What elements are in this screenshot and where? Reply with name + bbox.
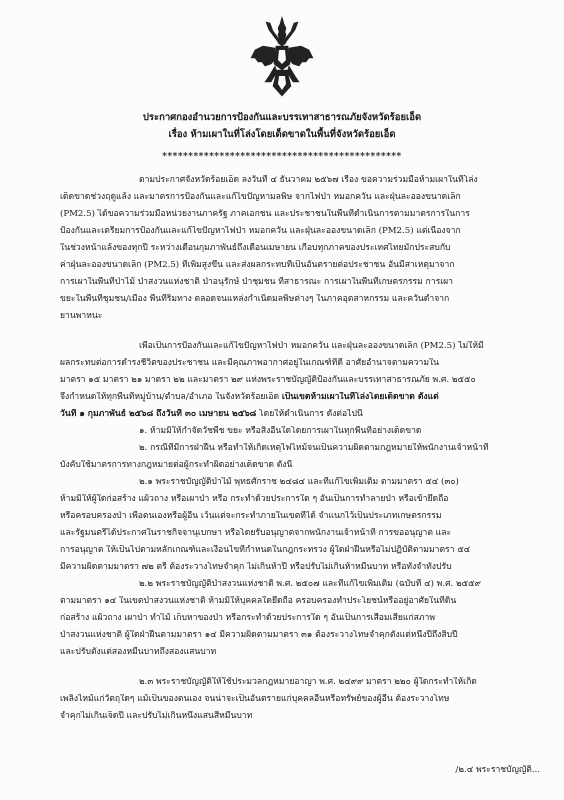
text-line: หรือครอบครองป่า เพื่อตนเองหรือผู้อื่น เว้นแต่จะกระทำภายในเขตที่ได้ จำแนกไว้เป็นประเภทเกษตรกรรม [60, 511, 442, 521]
prohibition-zone-text: เป็นเขตห้ามเผาในที่โล่งโดยเด็ดขาด ตั้งแต่ [281, 392, 439, 402]
page-continuation: /๒.๔ พระราชบัญญัติ... [455, 765, 540, 775]
text-line [60, 409, 540, 420]
text-line: เด็ดขาดช่วงฤดูแล้ง และมาตรการป้องกันและแก้ไขปัญหามลพิษ จากไฟป่า หมอกควัน และฝุ่นละอองขนาดเล็ก [60, 192, 461, 202]
text-line: จำคุกไม่เกินเจ็ดปี และปรับไม่เกินหนึ่งแสนสี่หมื่นบาท [60, 711, 253, 721]
text-line [60, 392, 540, 403]
text-segment: โดยให้ดำเนินการ ดังต่อไปนี้ [259, 409, 363, 419]
text-line: ๒.๒ พระราชบัญญัติป่าสงวนแห่งชาติ พ.ศ. ๒๕๐๗ และที่แก้ไขเพิ่มเติม (ฉบับที่ ๔) พ.ศ. ๒๕๕๙ [139, 579, 481, 589]
text-line: เพื่อเป็นการป้องกันและแก้ไขปัญหาไฟป่า หมอกควัน และฝุ่นละอองขนาดเล็ก (PM2.5) ไม่ให้มี [139, 341, 484, 351]
text-line: การอนุญาต ให้เป็นไปตามหลักเกณฑ์และเงื่อนไขที่กำหนดในกฎกระทรวง ผู้ใดฝ่าฝืนหรือไม่ปฏิบัติตามมาตรา ๕๔ [60, 545, 471, 555]
text-line: เพลิงไหม้แก่วัตถุใดๆ แม้เป็นของตนเอง จนน่าจะเป็นอันตรายแก่บุคคลอื่นหรือทรัพย์ของผู้อื่น ต้องระวางโทษ [60, 694, 450, 704]
text-line: ๒. กรณีที่มีการฝ่าฝืน หรือทำให้เกิดเหตุไฟไหม้จนเป็นความผิดตามกฎหมายให้พนักงานเจ้าหน้าที่ [139, 443, 489, 453]
text-line: มีความผิดตามมาตรา ๗๒ ตรี ต้องระวางโทษจำคุก ไม่เกินห้าปี หรือปรับไม่เกินห้าหมื่นบาท หรือทั้งจำทั้งปรับ [60, 562, 452, 572]
announcement-subject: เรื่อง ห้ามเผาในที่โล่งโดยเด็ดขาดในพื้นที่จังหวัดร้อยเอ็ด [168, 129, 396, 140]
text-line: ก่อสร้าง แผ้วถาง เผาป่า ทำไม้ เก็บหาของป่า หรือกระทำด้วยประการใด ๆ อันเป็นการเสื่อมเสียแก่สภาพ [60, 613, 435, 623]
text-line: ค่าฝุ่นละอองขนาดเล็ก (PM2.5) ที่เพิ่มสูงขึ้น และส่งผลกระทบที่เป็นอันตรายต่อประชาชน อันมีสาเหตุมาจาก [60, 260, 455, 270]
text-line: บังคับใช้มาตรการทางกฎหมายต่อผู้กระทำผิดอย่างเด็ดขาด ดังนี้ [60, 460, 293, 470]
text-segment: จึงกำหนดให้ทุกพื้นที่หมู่บ้าน/ตำบล/อำเภอ ในจังหวัดร้อยเอ็ด [60, 392, 280, 402]
text-line: ในช่วงหน้าแล้งของทุกปี ระหว่างเดือนกุมภาพันธ์ถึงเดือนเมษายน เกือบทุกภาคของประเทศไทยมักประสบกับ [60, 243, 451, 253]
garuda-emblem-icon [249, 16, 315, 98]
text-line: ขยะในพื้นที่ชุมชน/เมือง พื้นที่ริมทาง ตลอดจนแหล่งกำเนิดมลพิษต่างๆ ในภาคอุตสาหกรรม และควันดำจาก [60, 294, 450, 304]
text-line: ตามมาตรา ๑๔ ในเขตป่าสงวนแห่งชาติ ห้ามมิให้บุคคลใดยึดถือ ครอบครองทำประโยชน์หรืออยู่อาศัยในที่ดิน [60, 596, 457, 606]
text-line: ยานพาหนะ [60, 311, 103, 321]
text-line: (PM2.5) ได้ขอความร่วมมือหน่วยงานภาครัฐ ภาคเอกชน และประชาชนในพื้นที่ดำเนินการตามมาตรการในการ [60, 209, 470, 219]
separator-line: ********************************************** [162, 152, 402, 162]
announcement-title: ประกาศกองอำนวยการป้องกันและบรรเทาสาธารณภัยจังหวัดร้อยเอ็ด [142, 112, 422, 123]
text-line: ผลกระทบต่อการดำรงชีวิตของประชาชน และมีคุณภาพอากาศอยู่ในเกณฑ์ที่ดี อาศัยอำนาจตามความใน [60, 358, 440, 368]
text-line: ตามประกาศจังหวัดร้อยเอ็ด ลงวันที่ ๔ ธันวาคม ๒๕๖๗ เรื่อง ขอความร่วมมือห้ามเผาในที่โล่ง [139, 175, 478, 185]
text-line: และปรับตั้งแต่สองหมื่นบาทถึงสองแสนบาท [60, 647, 217, 657]
prohibition-period-text: วันที่ ๑ กุมภาพันธ์ ๒๕๖๘ ถึงวันที่ ๓๐ เมษายน ๒๕๖๘ [60, 409, 257, 419]
text-line: การเผาในพื้นที่ป่าไม้ ป่าสงวนแห่งชาติ ป่าอนุรักษ์ ป่าชุมชน ที่สาธารณะ การเผาในพื้นที่เกษตรกรรม การเผา [60, 277, 453, 287]
text-line: ห้ามมิให้ผู้ใดก่อสร้าง แผ้วถาง หรือเผาป่า หรือ กระทำด้วยประการใด ๆ อันเป็นการทำลายป่า หรือเข้ายึดถือ [60, 494, 449, 504]
measure-item-1: ๑. ห้ามมิให้กำจัดวัชพืช ขยะ หรือสิ่งอื่นใดโดยการเผาในทุกพื้นที่อย่างเด็ดขาด [139, 426, 422, 436]
text-line: ๒.๑ พระราชบัญญัติป่าไม้ พุทธศักราช ๒๔๘๔ และที่แก้ไขเพิ่มเติม ตามมาตรา ๕๔ (๓๐) [139, 477, 459, 487]
text-line: ๒.๓ พระราชบัญญัติให้ใช้ประมวลกฎหมายอาญา พ.ศ. ๒๔๙๙ มาตรา ๒๒๐ ผู้ใดกระทำให้เกิด [139, 677, 477, 687]
text-line: และรัฐมนตรีได้ประกาศในราชกิจจานุเบกษา หรือโดยรับอนุญาตจากพนักงานเจ้าหน้าที่ การขออนุญาต และ [60, 528, 452, 538]
text-line: มาตรา ๑๕ มาตรา ๒๑ มาตรา ๒๒ และมาตรา ๒๙ แห่งพระราชบัญญัติป้องกันและบรรเทาสาธารณภัย พ.ศ. ๒๕๕๐ [60, 375, 476, 385]
text-line: ป้องกันและเตรียมการป้องกันและแก้ไขปัญหาไฟป่า หมอกควัน และฝุ่นละอองขนาดเล็ก (PM2.5) แต่เนื่องจาก [60, 226, 461, 236]
text-line: ป่าสงวนแห่งชาติ ผู้ใดฝ่าฝืนตามมาตรา ๑๔ มีความผิดตามมาตรา ๓๑ ต้องระวางโทษจำคุกตั้งแต่หนึ่งปีถึงสิบปี [60, 630, 458, 640]
